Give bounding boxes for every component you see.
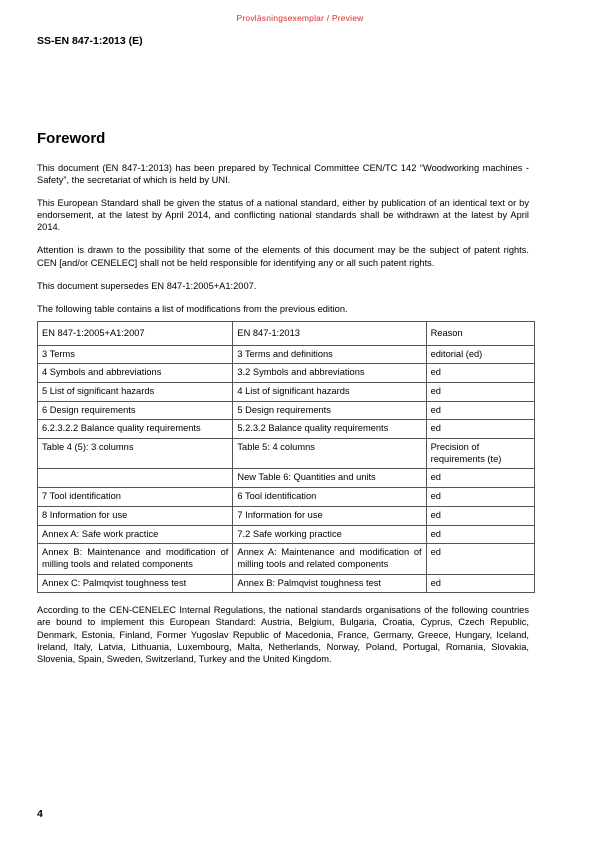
table-cell: 6 Tool identification [233, 488, 426, 507]
table-cell: 5 List of significant hazards [38, 382, 233, 401]
table-cell: ed [426, 401, 534, 420]
table-cell: ed [426, 574, 534, 593]
table-cell: ed [426, 525, 534, 544]
table-cell: 4 Symbols and abbreviations [38, 364, 233, 383]
table-cell: Annex B: Maintenance and modification of milling tools and related components [38, 544, 233, 574]
table-header-row [38, 321, 535, 345]
closing-paragraph: According to the CEN-CENELEC Internal Regulations, the national standards organisations of the following countries are bound to implement this European Standard: Austria, Belgium, Bulgaria, Croatia, Cyprus, Czech Republic, Denmark, Estonia, Finland, Former Yugoslav Republic of Macedonia, France, Germany, Greece, Hungary, Iceland, Ireland, Italy, Latvia, Lithuania, Luxembourg, Malta, Netherlands, Norway, Poland, Portugal, Romania, Slovakia, Slovenia, Spain, Sweden, Switzerland, Turkey and the United Kingdom. [37, 605, 529, 664]
table-cell: ed [426, 469, 534, 488]
table-row [38, 382, 535, 401]
table-row [38, 506, 535, 525]
table-row [38, 469, 535, 488]
table-row [38, 401, 535, 420]
foreword-body [37, 162, 529, 676]
table-cell: 8 Information for use [38, 506, 233, 525]
table-cell: ed [426, 506, 534, 525]
table-cell: Annex A: Maintenance and modification of milling tools and related components [233, 544, 426, 574]
table-cell: 3 Terms [38, 345, 233, 364]
table-cell: 3 Terms and definitions [233, 345, 426, 364]
table-cell: editorial (ed) [426, 345, 534, 364]
table-cell: Table 4 (5): 3 columns [38, 439, 233, 469]
table-cell: 5 Design requirements [233, 401, 426, 420]
table-cell: 7 Information for use [233, 506, 426, 525]
table-row [38, 420, 535, 439]
table-row [38, 525, 535, 544]
table-cell: 7.2 Safe working practice [233, 525, 426, 544]
page-title: Foreword [37, 130, 106, 147]
table-cell: ed [426, 364, 534, 383]
table-row [38, 574, 535, 593]
table-cell: 7 Tool identification [38, 488, 233, 507]
table-cell: ed [426, 420, 534, 439]
modifications-table [37, 321, 535, 594]
table-cell [38, 469, 233, 488]
table-cell: Annex C: Palmqvist toughness test [38, 574, 233, 593]
table-cell: Annex B: Palmqvist toughness test [233, 574, 426, 593]
table-cell: 4 List of significant hazards [233, 382, 426, 401]
paragraph: Attention is drawn to the possibility that some of the elements of this document may be the subject of patent rights. CEN [and/or CENELEC] shall not be held responsible for identifying any or all such patent rights. [37, 245, 529, 268]
table-cell: Table 5: 4 columns [233, 439, 426, 469]
table-row [38, 488, 535, 507]
page-number: 4 [37, 808, 43, 820]
paragraph: This document supersedes EN 847-1:2005+A1:2007. [37, 280, 257, 291]
table-row [38, 439, 535, 469]
table-cell: New Table 6: Quantities and units [233, 469, 426, 488]
table-header-cell: EN 847-1:2005+A1:2007 [38, 321, 233, 345]
table-cell: 6 Design requirements [38, 401, 233, 420]
document-id: SS-EN 847-1:2013 (E) [37, 35, 143, 47]
table-cell: Precision of requirements (te) [426, 439, 534, 469]
table-cell: 3.2 Symbols and abbreviations [233, 364, 426, 383]
table-row [38, 345, 535, 364]
table-row [38, 364, 535, 383]
table-cell: ed [426, 488, 534, 507]
table-cell: 6.2.3.2.2 Balance quality requirements [38, 420, 233, 439]
paragraph: This document (EN 847-1:2013) has been prepared by Technical Committee CEN/TC 142 “Woodworking machines - Safety”, the secretariat of which is held by UNI. [37, 163, 529, 186]
table-cell: Annex A: Safe work practice [38, 525, 233, 544]
paragraph: This European Standard shall be given the status of a national standard, either by publication of an identical text or by endorsement, at the latest by April 2014, and conflicting national standards shall be withdrawn at the latest by April 2014. [37, 198, 529, 233]
paragraph: The following table contains a list of modifications from the previous edition. [37, 303, 348, 314]
table-cell: ed [426, 544, 534, 574]
preview-watermark-label: Provläsningsexemplar / Preview [236, 13, 364, 23]
table-header-cell: EN 847-1:2013 [233, 321, 426, 345]
table-cell: ed [426, 382, 534, 401]
table-row [38, 544, 535, 574]
table-header-cell: Reason [426, 321, 534, 345]
table-cell: 5.2.3.2 Balance quality requirements [233, 420, 426, 439]
